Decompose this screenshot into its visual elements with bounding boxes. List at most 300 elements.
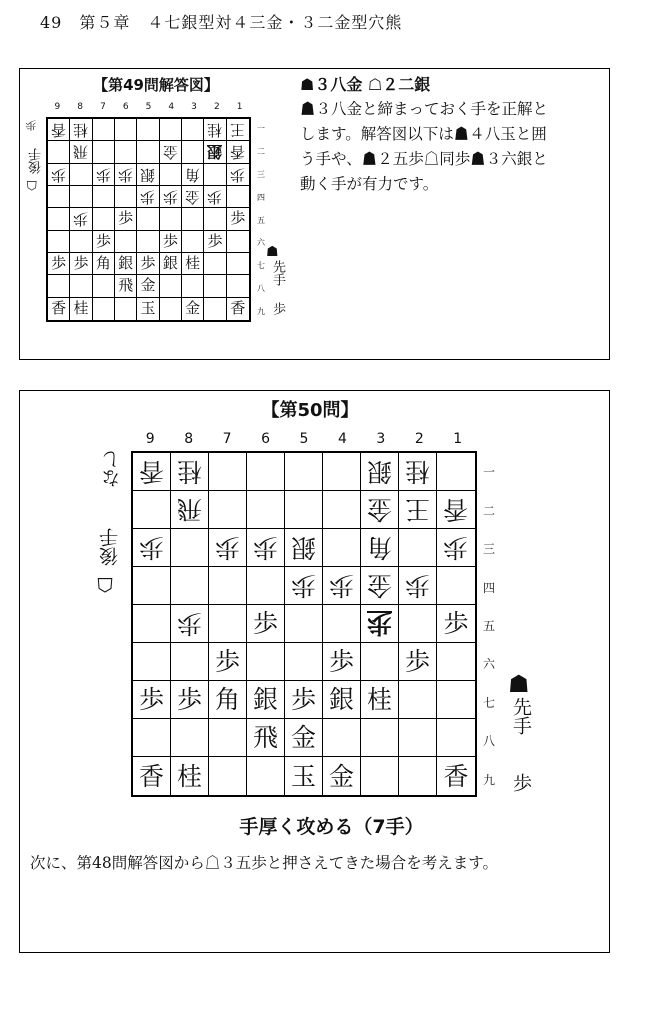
board-cell bbox=[227, 275, 249, 297]
board-cell bbox=[48, 186, 70, 208]
board-cell bbox=[171, 681, 209, 719]
problem-50-body: 次に、第48問解答図から☖３五歩と押さえてきた場合を考えます。 bbox=[30, 854, 498, 872]
board-cell bbox=[182, 231, 204, 253]
column-number: 3 bbox=[191, 102, 197, 112]
gote-piece: 桂 bbox=[176, 457, 202, 486]
board-cell bbox=[437, 605, 475, 643]
board-cell bbox=[227, 298, 249, 320]
board-cell bbox=[171, 605, 209, 643]
board-cell bbox=[204, 141, 226, 163]
row-number: 九 bbox=[482, 772, 495, 787]
board-cell bbox=[137, 164, 159, 186]
board-cell bbox=[137, 186, 159, 208]
board-cell bbox=[285, 757, 323, 795]
gote-piece: 香 bbox=[230, 143, 246, 162]
board-cell bbox=[137, 253, 159, 275]
board-cell bbox=[204, 231, 226, 253]
board-cell bbox=[285, 453, 323, 491]
board-cell bbox=[323, 643, 361, 681]
board-cell bbox=[209, 453, 247, 491]
board-cell bbox=[48, 275, 70, 297]
gote-piece: 金 bbox=[162, 143, 178, 162]
gote-piece: 歩 bbox=[140, 188, 156, 207]
board-cell bbox=[93, 164, 115, 186]
column-number: 3 bbox=[376, 431, 386, 447]
board-cell bbox=[115, 164, 137, 186]
board-cell bbox=[227, 141, 249, 163]
board-cell bbox=[48, 119, 70, 141]
board-cell bbox=[437, 643, 475, 681]
board-cell bbox=[137, 141, 159, 163]
sente-piece: 歩 bbox=[328, 647, 354, 676]
gote-piece: 金 bbox=[185, 188, 201, 207]
board-cell bbox=[209, 567, 247, 605]
gote-piece: 歩 bbox=[207, 188, 223, 207]
board-cell bbox=[247, 491, 285, 529]
row-number: 四 bbox=[482, 580, 495, 595]
board-cell bbox=[133, 567, 171, 605]
gote-piece: 歩 bbox=[73, 210, 89, 229]
board-cell bbox=[133, 719, 171, 757]
board-cell bbox=[137, 298, 159, 320]
gote-mark-49: ☖ bbox=[26, 177, 38, 192]
board-cell bbox=[48, 298, 70, 320]
sente-piece: 金 bbox=[328, 761, 354, 791]
gote-piece: 歩 bbox=[252, 533, 278, 562]
board-cell bbox=[247, 757, 285, 795]
board-cell bbox=[160, 298, 182, 320]
sente-piece: 歩 bbox=[214, 647, 240, 676]
board-cell bbox=[115, 231, 137, 253]
sente-piece: 歩 bbox=[207, 231, 223, 250]
row-number: 一 bbox=[482, 465, 495, 480]
row-number: 五 bbox=[257, 215, 265, 225]
sente-piece: 香 bbox=[51, 299, 67, 318]
board-cell bbox=[133, 681, 171, 719]
board-cell bbox=[227, 186, 249, 208]
board-cell bbox=[209, 643, 247, 681]
sente-piece: 玉 bbox=[140, 299, 156, 318]
row-number: 三 bbox=[257, 169, 265, 179]
row-number: 七 bbox=[257, 261, 265, 271]
board-cell bbox=[160, 275, 182, 297]
board-cell bbox=[133, 491, 171, 529]
board-cell bbox=[437, 757, 475, 795]
board-cell bbox=[182, 275, 204, 297]
board-cell bbox=[70, 208, 92, 230]
gote-piece: 銀 bbox=[290, 533, 316, 562]
board-cell bbox=[115, 186, 137, 208]
board-cell bbox=[247, 567, 285, 605]
board-cell bbox=[171, 719, 209, 757]
board-cell bbox=[399, 681, 437, 719]
board-cell bbox=[160, 231, 182, 253]
sente-piece: 歩 bbox=[252, 609, 278, 638]
column-number: 4 bbox=[337, 431, 347, 447]
board-cell bbox=[70, 298, 92, 320]
board-cell bbox=[204, 275, 226, 297]
board-cell bbox=[160, 253, 182, 275]
board-cell bbox=[133, 453, 171, 491]
board-cell bbox=[361, 605, 399, 643]
board-cell bbox=[227, 208, 249, 230]
board-cell bbox=[48, 231, 70, 253]
board-cell bbox=[171, 643, 209, 681]
gote-piece: 飛 bbox=[73, 143, 89, 162]
board-cell bbox=[171, 757, 209, 795]
board-cell bbox=[361, 757, 399, 795]
gote-label-50: 後手 bbox=[99, 528, 121, 566]
board-cell bbox=[323, 605, 361, 643]
board-cell bbox=[323, 757, 361, 795]
board-cell bbox=[285, 643, 323, 681]
problem-50-title: 【第50問】 bbox=[261, 400, 359, 421]
board-cell bbox=[247, 643, 285, 681]
board-cell bbox=[285, 681, 323, 719]
sente-piece: 玉 bbox=[290, 761, 316, 791]
board-cell bbox=[182, 119, 204, 141]
board-cell bbox=[93, 298, 115, 320]
sente-piece: 桂 bbox=[185, 254, 201, 273]
board-cell bbox=[160, 119, 182, 141]
board-cell bbox=[171, 567, 209, 605]
sente-piece: 角 bbox=[95, 254, 111, 273]
column-number: 2 bbox=[414, 431, 424, 447]
gote-piece: 香 bbox=[51, 121, 67, 140]
board-cell bbox=[137, 119, 159, 141]
gote-piece: 歩 bbox=[138, 533, 164, 562]
gote-piece: 歩 bbox=[404, 571, 430, 600]
sente-piece: 歩 bbox=[162, 231, 178, 250]
board-cell bbox=[70, 275, 92, 297]
board-cell bbox=[323, 529, 361, 567]
gote-piece: 王 bbox=[230, 121, 246, 140]
sente-hand-49: 歩 bbox=[270, 302, 285, 315]
sente-piece: 歩 bbox=[404, 647, 430, 676]
board-cell bbox=[399, 757, 437, 795]
page-header: 49 第５章 ４七銀型対４三金・３二金型穴熊 bbox=[40, 13, 403, 32]
sente-piece: 歩 bbox=[73, 254, 89, 273]
board-cell bbox=[437, 567, 475, 605]
board-cell bbox=[285, 529, 323, 567]
board-cell bbox=[115, 208, 137, 230]
gote-piece: 桂 bbox=[73, 121, 89, 140]
gote-piece: 歩 bbox=[51, 165, 67, 184]
column-number: 8 bbox=[77, 102, 84, 112]
column-number: 5 bbox=[145, 102, 152, 112]
board-cell bbox=[70, 186, 92, 208]
sente-label-50: 先手 bbox=[510, 697, 532, 735]
gote-piece: 銀 bbox=[140, 165, 156, 184]
row-number: 八 bbox=[257, 283, 265, 293]
board-50 bbox=[131, 451, 477, 797]
board-cell bbox=[399, 719, 437, 757]
sente-piece: 金 bbox=[290, 723, 316, 752]
board-cell bbox=[247, 605, 285, 643]
sente-piece: 桂 bbox=[366, 685, 392, 714]
board-cell bbox=[204, 298, 226, 320]
board-cell bbox=[115, 141, 137, 163]
board-cell bbox=[70, 253, 92, 275]
sente-mark-50: ☗ bbox=[508, 670, 530, 698]
board-cell bbox=[93, 119, 115, 141]
board-cell bbox=[115, 253, 137, 275]
board-cell bbox=[227, 119, 249, 141]
board-cell bbox=[115, 119, 137, 141]
board-cell bbox=[204, 119, 226, 141]
board-cell bbox=[182, 141, 204, 163]
column-number: 9 bbox=[145, 431, 155, 447]
sente-piece: 香 bbox=[443, 761, 469, 791]
gote-piece: 歩 bbox=[214, 533, 240, 562]
board-cell bbox=[209, 719, 247, 757]
column-number: 9 bbox=[54, 102, 61, 112]
gote-piece: 金 bbox=[366, 571, 392, 600]
sente-piece: 歩 bbox=[176, 685, 202, 714]
sente-piece: 歩 bbox=[51, 254, 67, 273]
sente-piece: 銀 bbox=[328, 685, 354, 714]
board-cell bbox=[204, 186, 226, 208]
board-cell bbox=[93, 275, 115, 297]
column-number: 6 bbox=[261, 431, 270, 447]
answer-comment-49 bbox=[300, 72, 600, 197]
sente-label-49: 先手 bbox=[270, 260, 285, 286]
problem-49-title: 【第49問解答図】 bbox=[93, 76, 219, 94]
problem-50-caption: 手厚く攻める（7手） bbox=[239, 816, 424, 838]
board-cell bbox=[323, 491, 361, 529]
column-number: 4 bbox=[168, 102, 175, 112]
sente-piece: 飛 bbox=[252, 723, 278, 752]
board-cell bbox=[171, 491, 209, 529]
gote-piece: 歩 bbox=[328, 571, 354, 600]
column-number: 2 bbox=[213, 102, 220, 112]
board-cell bbox=[437, 529, 475, 567]
board-cell bbox=[171, 529, 209, 567]
board-cell bbox=[209, 681, 247, 719]
sente-piece: 歩 bbox=[140, 254, 156, 273]
sente-piece: 銀 bbox=[118, 254, 134, 273]
sente-piece: 歩 bbox=[230, 209, 246, 228]
answer-line-2: します。解答図以下は☗４八玉と囲 bbox=[300, 125, 547, 143]
board-cell bbox=[137, 275, 159, 297]
board-cell bbox=[133, 605, 171, 643]
row-number: 九 bbox=[257, 306, 265, 316]
gote-piece: 金 bbox=[366, 495, 392, 524]
gote-mark-50: ☖ bbox=[96, 573, 114, 597]
board-cell bbox=[70, 164, 92, 186]
board-cell bbox=[209, 605, 247, 643]
gote-piece: 香 bbox=[138, 457, 164, 486]
board-cell bbox=[399, 491, 437, 529]
sente-piece: 金 bbox=[185, 299, 201, 318]
board-cell bbox=[160, 141, 182, 163]
board-cell bbox=[227, 231, 249, 253]
board-cell bbox=[182, 208, 204, 230]
board-cell bbox=[160, 208, 182, 230]
board-cell bbox=[160, 164, 182, 186]
board-cell bbox=[247, 529, 285, 567]
board-cell bbox=[48, 164, 70, 186]
board-49 bbox=[46, 117, 251, 322]
board-cell bbox=[182, 186, 204, 208]
gote-piece: 角 bbox=[366, 533, 392, 562]
board-cell bbox=[285, 719, 323, 757]
board-cell bbox=[323, 681, 361, 719]
gote-piece: 歩 bbox=[230, 165, 246, 184]
board-cell bbox=[182, 298, 204, 320]
board-cell bbox=[93, 253, 115, 275]
sente-piece: 歩 bbox=[118, 209, 134, 228]
board-cell bbox=[70, 231, 92, 253]
row-number: 六 bbox=[482, 657, 495, 672]
board-cell bbox=[93, 186, 115, 208]
row-number: 一 bbox=[257, 124, 265, 134]
board-cell bbox=[204, 253, 226, 275]
gote-piece: 桂 bbox=[207, 121, 223, 140]
answer-head: ☗３八金 ☖２二銀 bbox=[300, 75, 431, 94]
gote-label-49: 後手 bbox=[29, 148, 44, 174]
gote-piece: 歩 bbox=[118, 165, 134, 184]
sente-piece: 角 bbox=[214, 685, 240, 714]
gote-piece: 角 bbox=[185, 165, 201, 184]
sente-mark-49: ☗ bbox=[266, 244, 279, 260]
board-cell bbox=[182, 164, 204, 186]
gote-piece: 桂 bbox=[404, 457, 430, 486]
answer-line-3: う手や、☗２五歩☖同歩☗３六銀と bbox=[300, 150, 548, 168]
sente-piece: 桂 bbox=[73, 299, 89, 318]
sente-hand-50: 歩 bbox=[510, 773, 532, 792]
board-cell bbox=[171, 453, 209, 491]
column-number: 7 bbox=[100, 102, 106, 112]
board-cell bbox=[361, 529, 399, 567]
board-cell bbox=[209, 491, 247, 529]
board-cell bbox=[48, 141, 70, 163]
row-number: 八 bbox=[482, 734, 495, 749]
board-cell bbox=[209, 529, 247, 567]
row-number: 六 bbox=[257, 238, 265, 248]
board-cell bbox=[437, 453, 475, 491]
gote-hand-49: 歩 bbox=[25, 120, 38, 131]
board-cell bbox=[399, 529, 437, 567]
board-cell bbox=[48, 208, 70, 230]
board-cell bbox=[399, 453, 437, 491]
row-number: 三 bbox=[482, 542, 495, 557]
gote-piece: 歩 bbox=[443, 533, 469, 562]
board-cell bbox=[70, 141, 92, 163]
board-cell bbox=[437, 491, 475, 529]
board-cell bbox=[227, 164, 249, 186]
column-number: 6 bbox=[122, 102, 129, 112]
board-cell bbox=[285, 605, 323, 643]
board-cell bbox=[437, 719, 475, 757]
board-cell bbox=[285, 491, 323, 529]
gote-piece: 歩 bbox=[290, 571, 316, 600]
board-cell bbox=[247, 681, 285, 719]
sente-piece: 香 bbox=[230, 299, 246, 318]
column-number: 1 bbox=[453, 431, 463, 447]
board-cell bbox=[361, 719, 399, 757]
board-cell bbox=[247, 453, 285, 491]
column-number: 5 bbox=[299, 431, 309, 447]
board-cell bbox=[93, 141, 115, 163]
sente-piece: 歩 bbox=[138, 685, 164, 714]
board-cell bbox=[361, 681, 399, 719]
board-cell bbox=[209, 757, 247, 795]
sente-piece: 歩 bbox=[95, 231, 111, 250]
board-cell bbox=[93, 231, 115, 253]
sente-piece: 香 bbox=[138, 761, 164, 791]
sente-piece: 歩 bbox=[290, 685, 316, 714]
board-cell bbox=[48, 253, 70, 275]
board-cell bbox=[137, 231, 159, 253]
row-number: 五 bbox=[482, 619, 495, 633]
board-cell bbox=[247, 719, 285, 757]
board-cell bbox=[323, 567, 361, 605]
board-cell bbox=[93, 208, 115, 230]
board-cell bbox=[182, 253, 204, 275]
board-cell bbox=[399, 643, 437, 681]
board-cell bbox=[323, 453, 361, 491]
gote-piece: 香 bbox=[443, 495, 469, 524]
board-cell bbox=[399, 605, 437, 643]
board-cell bbox=[70, 119, 92, 141]
row-number: 七 bbox=[482, 695, 495, 710]
board-cell bbox=[361, 643, 399, 681]
column-number: 8 bbox=[184, 431, 194, 447]
gote-piece: 王 bbox=[404, 495, 430, 524]
row-number: 四 bbox=[257, 192, 265, 202]
board-cell bbox=[133, 643, 171, 681]
answer-line-4: 動く手が有力です。 bbox=[300, 175, 439, 193]
gote-piece: 銀 bbox=[207, 143, 223, 162]
row-number: 二 bbox=[482, 503, 495, 518]
gote-piece: 歩 bbox=[162, 188, 178, 207]
board-cell bbox=[204, 208, 226, 230]
answer-line-1: ☗３八金と締まっておく手を正解と bbox=[300, 100, 549, 118]
sente-piece: 飛 bbox=[118, 276, 134, 295]
column-number: 7 bbox=[222, 431, 232, 447]
board-cell bbox=[323, 719, 361, 757]
board-cell bbox=[285, 567, 323, 605]
sente-piece: 金 bbox=[140, 276, 156, 295]
board-cell bbox=[361, 491, 399, 529]
sente-piece: 歩 bbox=[443, 609, 469, 638]
board-cell bbox=[361, 567, 399, 605]
gote-piece: 歩 bbox=[366, 609, 392, 638]
board-cell bbox=[437, 681, 475, 719]
gote-piece: 飛 bbox=[176, 495, 202, 524]
board-cell bbox=[115, 275, 137, 297]
row-number: 二 bbox=[257, 147, 265, 157]
board-cell bbox=[133, 757, 171, 795]
sente-piece: 桂 bbox=[176, 761, 202, 791]
gote-hand-50: なし bbox=[101, 450, 123, 488]
gote-piece: 歩 bbox=[176, 609, 202, 638]
column-number: 1 bbox=[236, 102, 243, 112]
board-cell bbox=[399, 567, 437, 605]
sente-piece: 銀 bbox=[162, 254, 178, 273]
board-cell bbox=[227, 253, 249, 275]
board-cell bbox=[160, 186, 182, 208]
gote-piece: 銀 bbox=[366, 457, 392, 486]
board-cell bbox=[137, 208, 159, 230]
gote-piece: 歩 bbox=[95, 165, 111, 184]
board-cell bbox=[133, 529, 171, 567]
board-cell bbox=[115, 298, 137, 320]
board-cell bbox=[361, 453, 399, 491]
sente-piece: 銀 bbox=[252, 685, 278, 714]
board-cell bbox=[204, 164, 226, 186]
